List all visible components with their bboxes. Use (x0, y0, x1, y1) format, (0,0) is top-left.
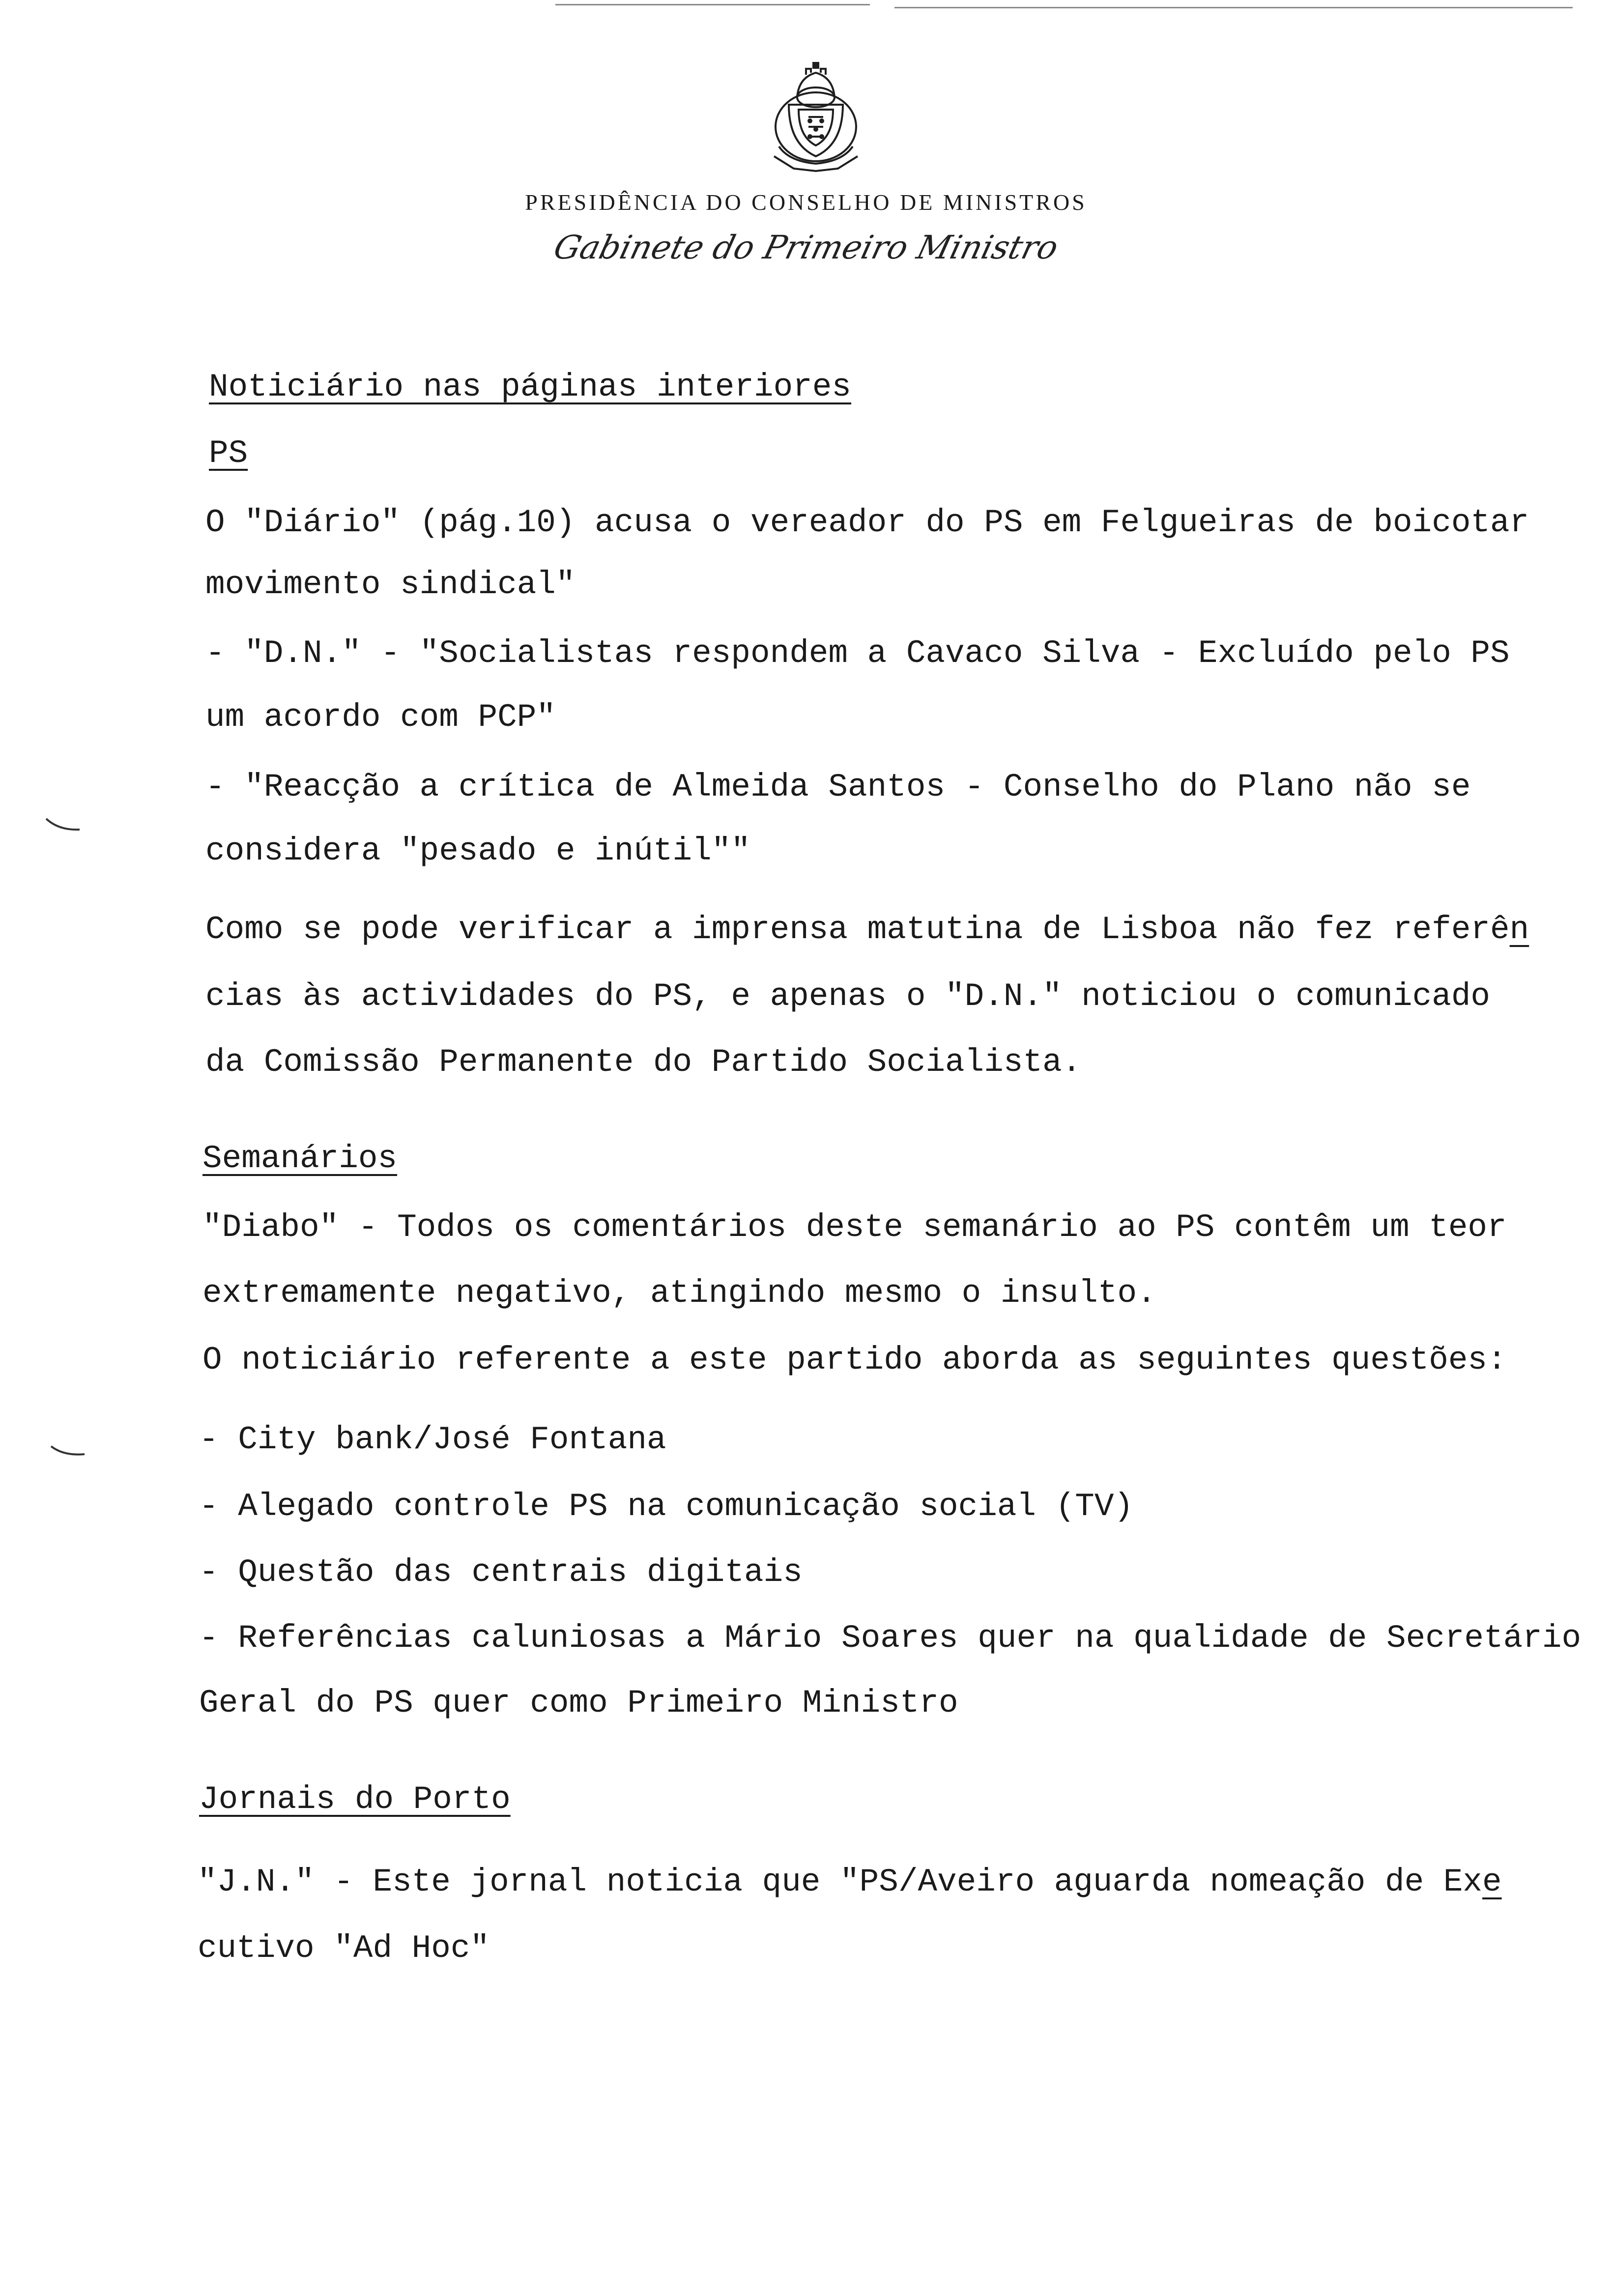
paragraph-line (205, 910, 1529, 949)
section-heading-semanarios: Semanários (202, 1140, 398, 1177)
margin-tick-mark (49, 1442, 88, 1462)
paragraph-line: extremamente negativo, atingindo mesmo o insulto. (202, 1275, 1156, 1312)
top-rule-left (555, 4, 870, 5)
top-rule-right (894, 7, 1573, 8)
paragraph-line: movimento sindical" (205, 566, 576, 603)
subheading-ps: PS (209, 435, 248, 472)
paragraph-line: O noticiário referente a este partido aborda as seguintes questões: (202, 1342, 1507, 1378)
paragraph-line: O "Diário" (pág.10) acusa o vereador do PS em Felgueiras de boicotar (205, 504, 1529, 541)
header-subtitle: Gabinete do Primeiro Ministro (550, 229, 1062, 266)
hyphen-continuation: n (1509, 911, 1529, 948)
paragraph-line: considera "pesado e inútil"" (205, 832, 750, 869)
list-item: - Referências caluniosas a Mário Soares quer na qualidade de Secretário (199, 1620, 1582, 1657)
list-item: Geral do PS quer como Primeiro Ministro (199, 1685, 958, 1722)
paragraph-line: da Comissão Permanente do Partido Socialista. (205, 1044, 1082, 1081)
coat-of-arms-emblem (759, 58, 872, 176)
paragraph-line: "Diabo" - Todos os comentários deste semanário ao PS contêm um teor (202, 1209, 1507, 1246)
paragraph-line: um acordo com PCP" (205, 699, 556, 736)
paragraph-line: - "D.N." - "Socialistas respondem a Cavaco Silva - Excluído pelo PS (205, 635, 1510, 672)
section-heading-interior: Noticiário nas páginas interiores (209, 369, 852, 405)
list-item: - Questão das centrais digitais (199, 1554, 803, 1591)
list-item: - Alegado controle PS na comunicação social (TV) (199, 1488, 1134, 1525)
paragraph-line: - "Reacção a crítica de Almeida Santos - Conselho do Plano não se (205, 769, 1471, 805)
paragraph-line (198, 1863, 1502, 1902)
paragraph-line: cias às actividades do PS, e apenas o "D.N." noticiou o comunicado (205, 978, 1491, 1015)
margin-tick-mark (44, 816, 84, 835)
list-item: - City bank/José Fontana (199, 1421, 666, 1458)
paragraph-line: cutivo "Ad Hoc" (198, 1930, 490, 1967)
line-text: "J.N." - Este jornal noticia que "PS/Aveiro aguarda nomeação de Ex (198, 1864, 1483, 1900)
header-title: PRESIDÊNCIA DO CONSELHO DE MINISTROS (525, 190, 1087, 215)
hyphen-continuation: e (1482, 1864, 1502, 1900)
section-heading-porto: Jornais do Porto (199, 1781, 511, 1818)
line-text: Como se pode verificar a imprensa matutina de Lisboa não fez referê (205, 911, 1510, 948)
